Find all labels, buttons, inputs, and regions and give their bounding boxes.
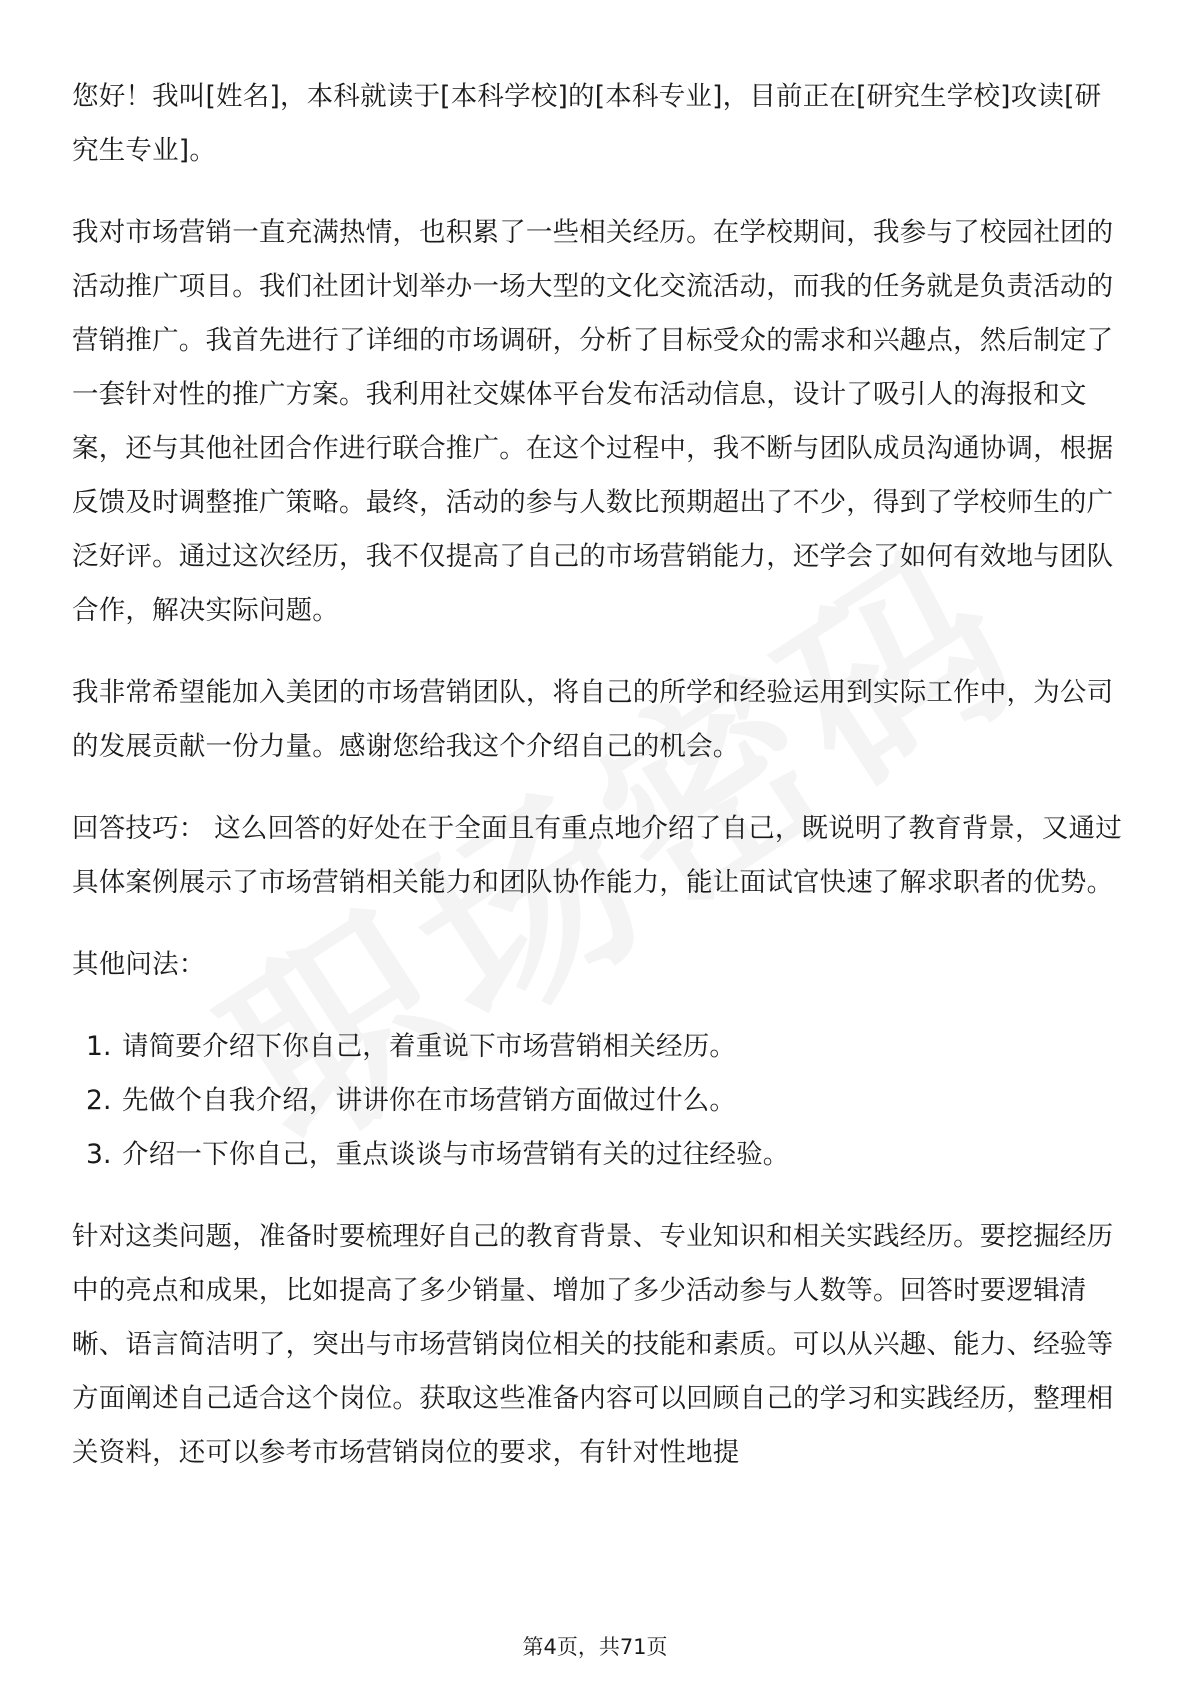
list-item-text: 先做个自我介绍，讲讲你在市场营销方面做过什么。	[122, 1085, 737, 1116]
tips-paragraph: 回答技巧： 这么回答的好处在于全面且有重点地介绍了自己，既说明了教育背景，又通过具体案例展示了市场营销相关能力和团队协作能力，能让面试官快速了解求职者的优势。	[72, 813, 1122, 898]
list-item	[72, 1020, 1122, 1074]
document-body	[72, 70, 1122, 1508]
list-item	[72, 1128, 1122, 1182]
list-item	[72, 1074, 1122, 1128]
list-item-text: 介绍一下你自己，重点谈谈与市场营销有关的过往经验。	[122, 1139, 790, 1170]
experience-paragraph: 我对市场营销一直充满热情，也积累了一些相关经历。在学校期间，我参与了校园社团的活动推广项目。我们社团计划举办一场大型的文化交流活动，而我的任务就是负责活动的营销推广。我首先进行了详细的市场调研，分析了目标受众的需求和兴趣点，然后制定了一套针对性的推广方案。我利用社交媒体平台发布活动信息，设计了吸引人的海报和文案，还与其他社团合作进行联合推广。在这个过程中，我不断与团队成员沟通协调，根据反馈及时调整推广策略。最终，活动的参与人数比预期超出了不少，得到了学校师生的广泛好评。通过这次经历，我不仅提高了自己的市场营销能力，还学会了如何有效地与团队合作，解决实际问题。	[72, 217, 1114, 626]
list-item-number: 1.	[86, 1031, 112, 1062]
other-questions-list	[72, 1020, 1122, 1182]
preparation-paragraph: 针对这类问题，准备时要梳理好自己的教育背景、专业知识和相关实践经历。要挖掘经历中的亮点和成果，比如提高了多少销量、增加了多少活动参与人数等。回答时要逻辑清晰、语言简洁明了，突出与市场营销岗位相关的技能和素质。可以从兴趣、能力、经验等方面阐述自己适合这个岗位。获取这些准备内容可以回顾自己的学习和实践经历，整理相关资料，还可以参考市场营销岗位的要求，有针对性地提	[72, 1221, 1114, 1468]
list-item-text: 请简要介绍下你自己，着重说下市场营销相关经历。	[122, 1031, 737, 1062]
list-item-number: 2.	[86, 1085, 112, 1116]
motivation-paragraph: 我非常希望能加入美团的市场营销团队，将自己的所学和经验运用到实际工作中，为公司的发展贡献一份力量。感谢您给我这个介绍自己的机会。	[72, 677, 1114, 762]
page-number: 第4页，共71页	[522, 1635, 668, 1659]
other-questions-heading: 其他问法：	[72, 949, 206, 980]
list-item-number: 3.	[86, 1139, 112, 1170]
intro-paragraph: 您好！我叫[姓名]，本科就读于[本科学校]的[本科专业]，目前正在[研究生学校]攻读[研究生专业]。	[72, 81, 1102, 166]
